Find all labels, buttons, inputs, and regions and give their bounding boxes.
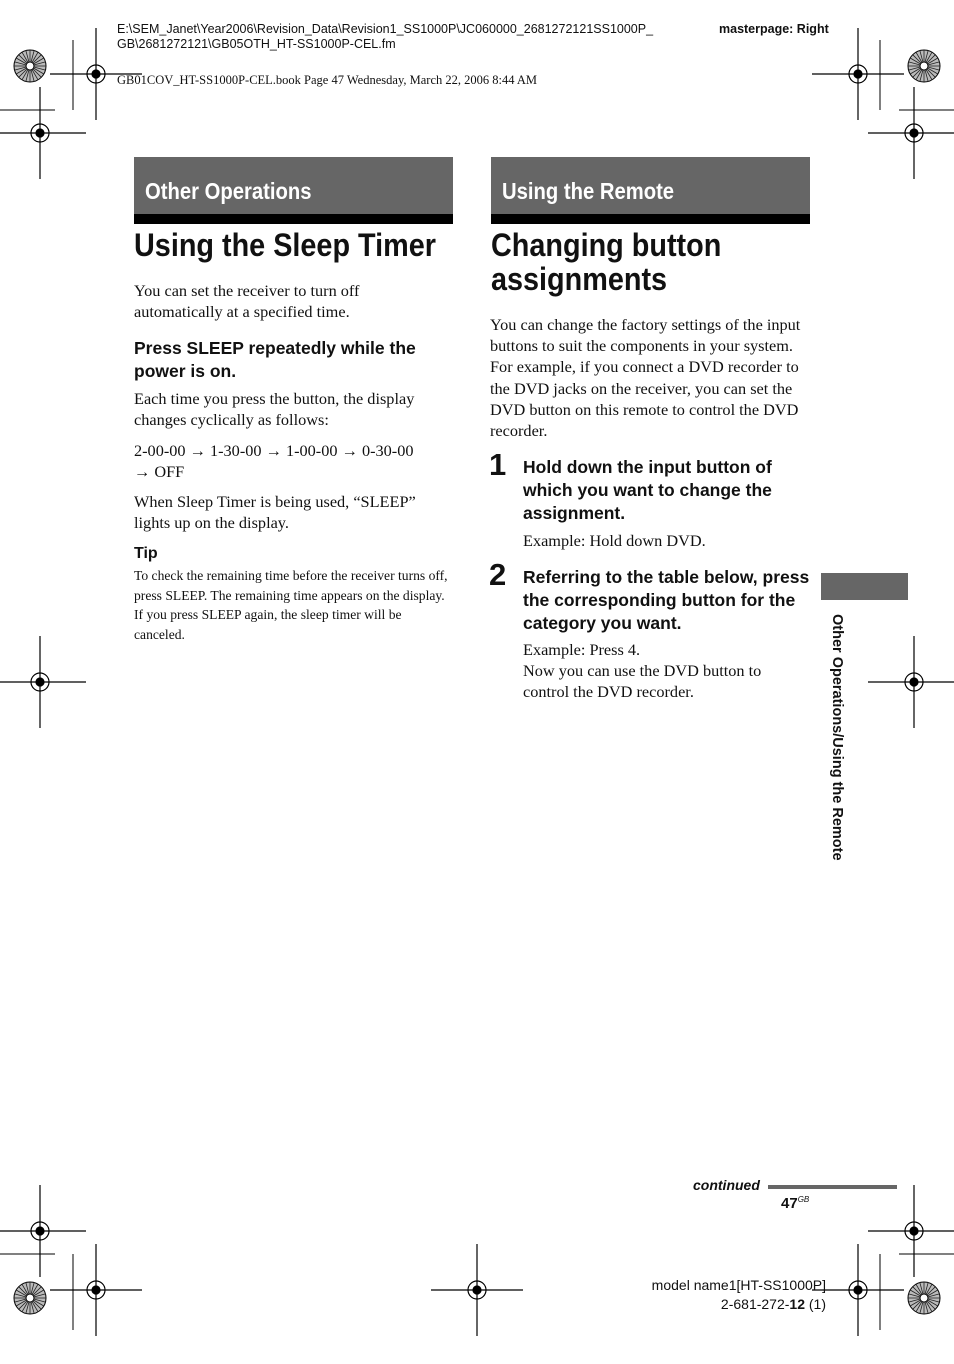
tip-label: Tip — [134, 545, 158, 562]
page-title-left: Using the Sleep Timer — [134, 227, 436, 263]
file-path-line2: GB\2681272121\GB05OTH_HT-SS1000P-CEL.fm — [117, 37, 396, 51]
step-number: 1 — [489, 447, 507, 482]
rosette-mark — [908, 50, 940, 82]
crosshair-mark — [868, 1185, 954, 1277]
crosshair-mark — [812, 28, 904, 120]
rosette-mark — [14, 50, 46, 82]
step-example: Example: Hold down DVD. — [523, 531, 706, 550]
step-number: 2 — [489, 557, 507, 592]
page-number-suffix: GB — [797, 1195, 810, 1204]
seq-item: 0-30-00 — [361, 441, 414, 460]
sleep-sequence — [134, 440, 454, 482]
side-tab-label: Other Operations/Using the Remote — [829, 614, 845, 861]
file-path-line1: E:\SEM_Janet\Year2006\Revision_Data\Revision1_SS1000P\JC060000_2681272121SS1000P_ — [117, 22, 654, 36]
section-band-right-label: Using the Remote — [502, 178, 675, 204]
arrow-icon: → — [134, 462, 151, 482]
rosette-mark — [908, 1282, 940, 1314]
arrow-icon: → — [265, 441, 282, 460]
step-instruction: Hold down the input button of which you want to change the assignment. — [523, 457, 772, 523]
seq-item: 1-00-00 — [285, 441, 338, 460]
file-path — [117, 22, 653, 52]
side-tab-marker — [821, 573, 908, 600]
sleep-intro: You can set the receiver to turn off automatically at a specified time. — [134, 281, 360, 322]
seq-item: 2-00-00 — [134, 441, 186, 460]
section-band-right — [491, 157, 810, 224]
arrow-icon: → — [341, 441, 358, 460]
crosshair-mark — [50, 1244, 142, 1336]
step-example-extra: Now you can use the DVD button to control the DVD recorder. — [523, 661, 762, 702]
sleep-subhead: Press SLEEP repeatedly while the power is on. — [134, 338, 416, 381]
section-band-left — [134, 157, 453, 224]
remote-intro: You can change the factory settings of the input buttons to suit the components in your system. For example, if you connect a DVD recorder to the DVD jacks on the receiver, you can set the DVD button on this remote to control the DVD recorder. — [490, 315, 801, 441]
seq-item: OFF — [154, 462, 185, 482]
crosshair-mark — [868, 636, 954, 728]
continued-bar — [768, 1185, 897, 1189]
sleep-para2: When Sleep Timer is being used, “SLEEP” lights up on the display. — [134, 492, 416, 533]
crosshair-mark — [431, 1244, 523, 1336]
book-info: GB01COV_HT-SS1000P-CEL.book Page 47 Wednesday, March 22, 2006 8:44 AM — [117, 73, 538, 87]
step-example-line: Example: Press 4. — [523, 640, 641, 659]
crosshair-mark — [868, 87, 954, 179]
step-instruction: Referring to the table below, press the corresponding button for the category you want. — [523, 567, 810, 633]
seq-item: 1-30-00 — [209, 441, 262, 460]
arrow-icon: → — [189, 441, 206, 460]
masterpage-label: masterpage: Right — [719, 22, 829, 36]
page-number — [781, 1195, 809, 1212]
page-title-right — [491, 228, 721, 296]
step-example — [523, 639, 810, 703]
page-title-right-line1: Changing button — [491, 227, 722, 263]
crosshair-mark — [0, 636, 86, 728]
rosette-mark — [14, 1282, 46, 1314]
sleep-para1: Each time you press the button, the display changes cyclically as follows: — [134, 389, 415, 430]
part-number: 2-681-272-12 (1) — [720, 1296, 826, 1312]
page-number-value: 47 — [781, 1195, 798, 1212]
model-info — [636, 1276, 826, 1314]
section-band-left-label: Other Operations — [145, 178, 312, 204]
continued-label: continued — [693, 1177, 760, 1193]
page-title-right-line2: assignments — [491, 261, 668, 297]
tip-text: To check the remaining time before the receiver turns off, press SLEEP. The remaining time appears on the display. If you press SLEEP again, the sleep timer will be canceled. — [134, 568, 448, 642]
model-name: model name1[HT-SS1000P] — [651, 1277, 826, 1293]
